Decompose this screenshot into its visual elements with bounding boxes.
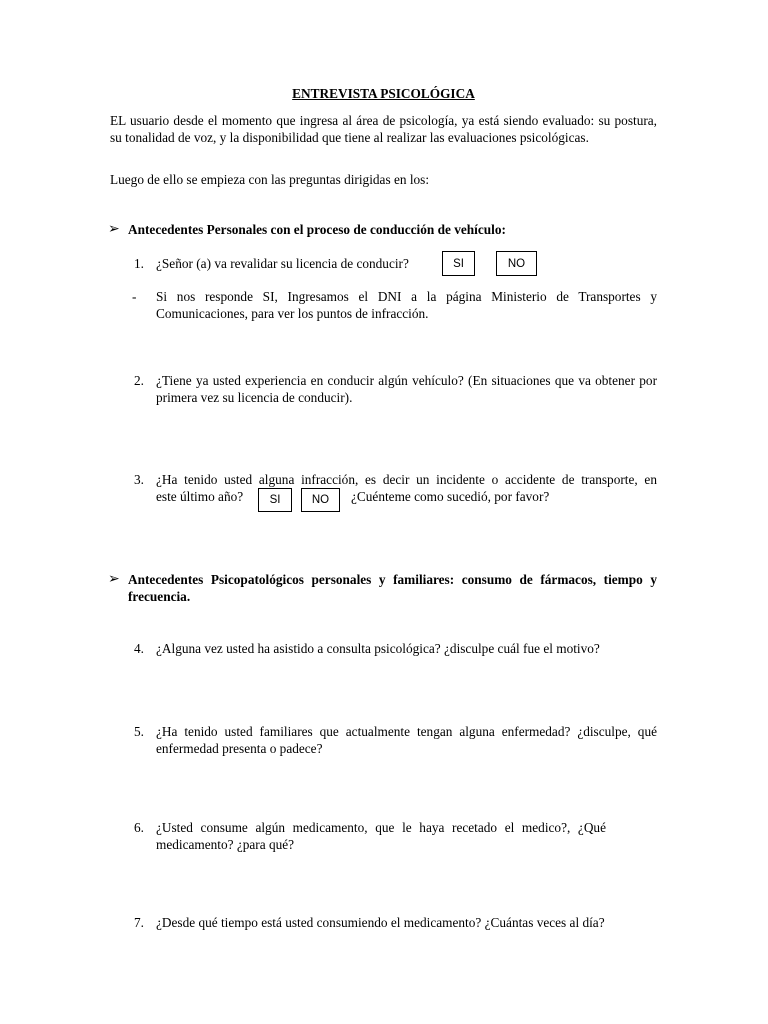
note-dash: - [132,289,137,304]
question-4-number: 4. [134,641,144,656]
question-3-text-line1: ¿Ha tenido usted alguna infracción, es decir un incidente o accidente de transporte, en [156,472,657,487]
question-7-number: 7. [134,915,144,930]
lead-paragraph: Luego de ello se empieza con las preguntas dirigidas en los: [110,172,430,187]
arrowhead-bullet-icon: ➢ [108,572,120,587]
question-1-text: ¿Señor (a) va revalidar su licencia de conducir? [156,256,409,271]
question-5-number: 5. [134,724,144,739]
arrowhead-bullet-icon: ➢ [108,222,120,237]
section-psychopathological-heading: Antecedentes Psicopatológicos personales y familiares: consumo de fármacos, tiempo y frecuencia. [128,572,657,604]
section-personal-heading: Antecedentes Personales con el proceso de conducción de vehículo: [128,222,506,237]
question-4-text: ¿Alguna vez usted ha asistido a consulta psicológica? ¿disculpe cuál fue el motivo? [156,641,600,656]
question-6-number: 6. [134,820,144,835]
note-text: Si nos responde SI, Ingresamos el DNI a la página Ministerio de Transportes y Comunicaciones, para ver los puntos de infracción. [156,289,657,321]
question-1-number: 1. [134,256,144,271]
question-5-text: ¿Ha tenido usted familiares que actualmente tengan alguna enfermedad? ¿disculpe, qué enfermedad presenta o padece? [156,724,657,756]
question-3-text-before: este último año? [156,489,244,504]
document-title: ENTREVISTA PSICOLÓGICA [292,86,475,101]
question-3-text-after: ¿Cuénteme como sucedió, por favor? [351,489,550,504]
question-2-number: 2. [134,373,144,388]
question-1-no-box[interactable]: NO [496,251,537,276]
intro-paragraph: EL usuario desde el momento que ingresa al área de psicología, ya está siendo evaluado: su postura, su tonalidad de voz, y la disponibilidad que tiene al realizar las evaluaciones psicológicas. [110,113,657,145]
question-1-si-box[interactable]: SI [442,251,475,276]
question-7-text: ¿Desde qué tiempo está usted consumiendo el medicamento? ¿Cuántas veces al día? [156,915,605,930]
question-3-no-box[interactable]: NO [301,488,340,512]
question-2-text: ¿Tiene ya usted experiencia en conducir algún vehículo? (En situaciones que va obtener por primera vez su licencia de conducir). [156,373,657,405]
question-3-number: 3. [134,472,144,487]
question-3-si-box[interactable]: SI [258,488,292,512]
question-6-text: ¿Usted consume algún medicamento, que le haya recetado el medico?, ¿Qué medicamento? ¿para qué? [156,820,606,852]
